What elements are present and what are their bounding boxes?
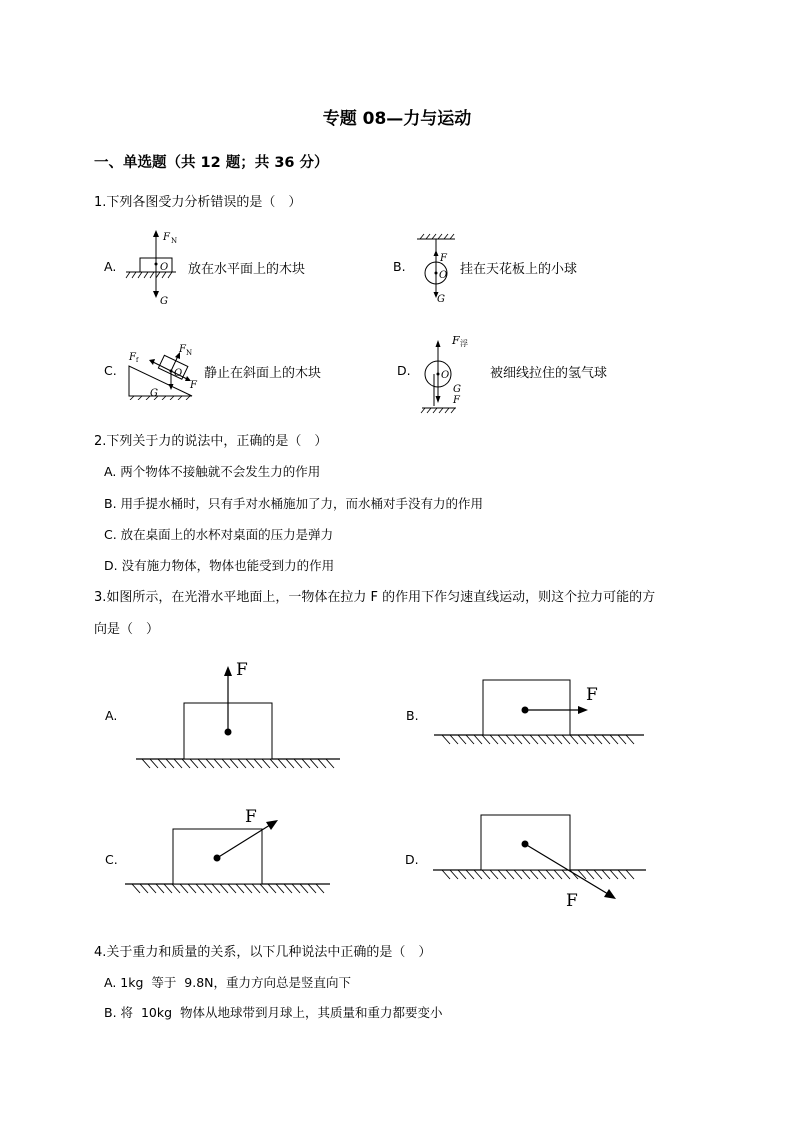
label-g-d: G: [453, 384, 461, 395]
q3-option-b-label: B.: [406, 708, 419, 723]
question-3-stem-line1: 3.如图所示，在光滑水平地面上，一物体在拉力 F 的作用下作匀速直线运动，则这个拉力可能的方: [94, 590, 656, 605]
q3-diagram-a: [130, 654, 345, 772]
page-title: 专题 08—力与运动: [322, 109, 472, 129]
q3-option-a-label: A.: [105, 708, 118, 723]
q4-option-b: B. 将 10kg 物体从地球带到月球上，其质量和重力都要变小: [104, 1005, 443, 1020]
q1-option-a-label: A.: [104, 259, 117, 274]
q3-option-c-label: C.: [105, 852, 118, 867]
q3-diagram-b: [428, 672, 650, 750]
label-o-a: O: [160, 262, 169, 273]
q1-option-c-caption: 静止在斜面上的木块: [204, 366, 322, 381]
label-g-b: G: [437, 294, 445, 305]
label-o-d: O: [441, 370, 450, 381]
q3-diagram-d: [428, 810, 650, 914]
label-g-c: G: [150, 388, 158, 399]
q4-option-a: A. 1kg 等于 9.8N，重力方向总是竖直向下: [104, 975, 352, 990]
q3-diagram-c: [120, 804, 335, 900]
q1-diagram-d: [416, 330, 480, 416]
q2-option-a: A. 两个物体不接触就不会发生力的作用: [104, 464, 321, 479]
label-o-c: O: [174, 368, 183, 379]
q1-option-a-caption: 放在水平面上的木块: [188, 262, 306, 277]
q2-option-d: D. 没有施力物体，物体也能受到力的作用: [104, 558, 335, 573]
q3-force-label-b: F: [586, 685, 598, 705]
question-3-stem-line2: 向是（ ）: [94, 622, 160, 637]
question-4-stem: 4.关于重力和质量的关系，以下几种说法中正确的是（ ）: [94, 945, 432, 960]
label-ff-sub-c: f: [136, 357, 139, 364]
label-fn-a: F: [163, 232, 170, 243]
q1-diagram-b: [412, 232, 462, 306]
label-f-c: F: [190, 380, 197, 391]
question-1-stem: 1.下列各图受力分析错误的是（ ）: [94, 195, 302, 210]
question-2-stem: 2.下列关于力的说法中，正确的是（ ）: [94, 434, 328, 449]
q1-option-b-caption: 挂在天花板上的小球: [460, 262, 578, 277]
q1-diagram-a: [120, 226, 190, 308]
label-f-b: F: [440, 253, 447, 264]
q3-force-label-a: F: [236, 660, 248, 680]
q1-diagram-c: [124, 340, 204, 400]
q3-option-d-label: D.: [405, 852, 419, 867]
q1-option-d-label: D.: [397, 363, 411, 378]
label-ffu-d: F: [452, 334, 460, 347]
q1-option-d-caption: 被细线拉住的氢气球: [490, 366, 608, 381]
label-g-a: G: [160, 296, 168, 307]
q1-option-c-label: C.: [104, 363, 117, 378]
q3-force-label-d: F: [566, 891, 578, 911]
section-heading: 一、单选题（共 12 题；共 36 分）: [94, 155, 329, 171]
q1-option-b-label: B.: [393, 259, 406, 274]
q3-force-label-c: F: [245, 807, 257, 827]
label-o-b: O: [439, 270, 448, 281]
label-fn-c: F: [179, 344, 186, 355]
label-f-d: F: [453, 395, 460, 406]
label-fn-sub-a: N: [171, 237, 178, 245]
label-ff-c: F: [129, 352, 136, 363]
label-fn-sub-c: N: [186, 349, 193, 357]
q2-option-b: B. 用手提水桶时，只有手对水桶施加了力，而水桶对手没有力的作用: [104, 496, 484, 511]
q2-option-c: C. 放在桌面上的水杯对桌面的压力是弹力: [104, 527, 334, 542]
label-ffu-sub-d: 浮: [460, 339, 468, 348]
